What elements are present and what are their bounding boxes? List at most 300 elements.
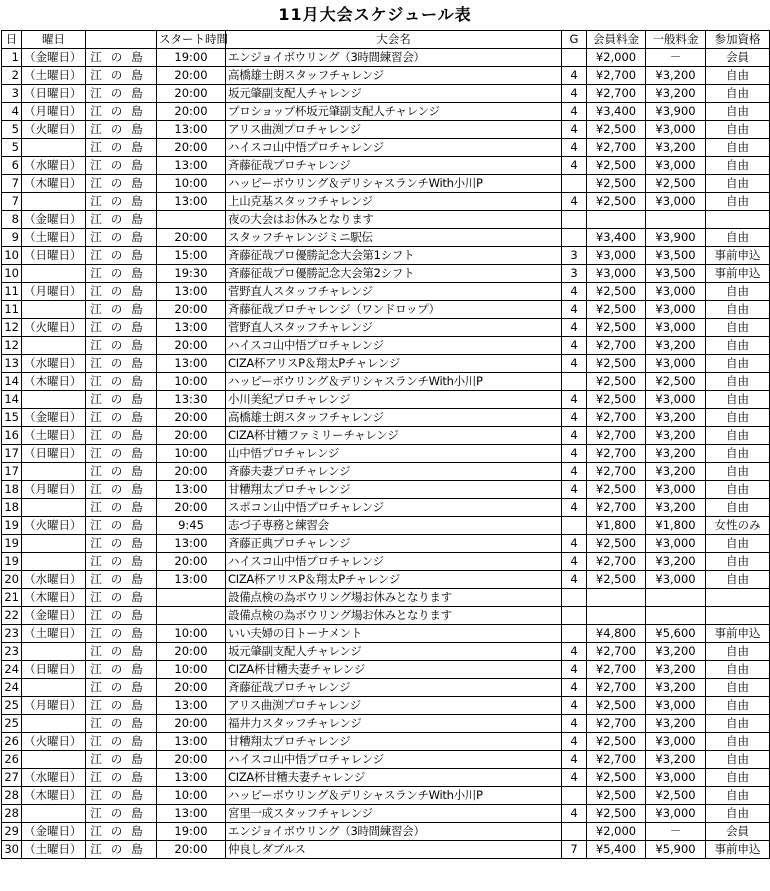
weekday-cell: （火曜日） xyxy=(22,517,86,535)
venue-cell: 江の島 xyxy=(86,463,157,481)
day-cell: 18 xyxy=(2,499,22,517)
member-fee-cell: ¥2,500 xyxy=(587,535,646,553)
day-cell: 18 xyxy=(2,481,22,499)
weekday-cell xyxy=(22,139,86,157)
games-cell: 4 xyxy=(562,643,587,661)
general-fee-cell: ¥3,200 xyxy=(646,661,706,679)
table-row xyxy=(2,589,770,607)
qualification-cell xyxy=(706,589,770,607)
member-fee-cell: ¥2,500 xyxy=(587,301,646,319)
start-time-cell: 20:00 xyxy=(157,463,226,481)
day-cell: 7 xyxy=(2,175,22,193)
qualification-cell: 自由 xyxy=(706,679,770,697)
table-row xyxy=(2,301,770,319)
venue-cell: 江の島 xyxy=(86,85,157,103)
games-cell xyxy=(562,589,587,607)
event-name-cell: ハイスコ山中悟プロチャレンジ xyxy=(226,751,562,769)
weekday-cell: （日曜日） xyxy=(22,661,86,679)
table-row xyxy=(2,841,770,859)
start-time-cell: 20:00 xyxy=(157,67,226,85)
weekday-cell xyxy=(22,193,86,211)
general-fee-cell: ¥5,900 xyxy=(646,841,706,859)
table-row xyxy=(2,535,770,553)
header-weekday: 曜日 xyxy=(22,31,86,49)
table-row xyxy=(2,751,770,769)
event-name-cell: アリス曲渕プロチャレンジ xyxy=(226,697,562,715)
day-cell: 24 xyxy=(2,661,22,679)
member-fee-cell: ¥2,500 xyxy=(587,697,646,715)
general-fee-cell: ¥3,200 xyxy=(646,643,706,661)
table-row xyxy=(2,427,770,445)
day-cell: 10 xyxy=(2,247,22,265)
member-fee-cell: ¥2,500 xyxy=(587,355,646,373)
weekday-cell xyxy=(22,463,86,481)
games-cell: 4 xyxy=(562,553,587,571)
general-fee-cell: ¥3,500 xyxy=(646,247,706,265)
general-fee-cell: ¥1,800 xyxy=(646,517,706,535)
weekday-cell: （金曜日） xyxy=(22,211,86,229)
day-cell: 8 xyxy=(2,211,22,229)
venue-cell: 江の島 xyxy=(86,535,157,553)
start-time-cell: 20:00 xyxy=(157,301,226,319)
member-fee-cell: ¥2,500 xyxy=(587,373,646,391)
qualification-cell: 事前申込 xyxy=(706,247,770,265)
day-cell: 20 xyxy=(2,571,22,589)
member-fee-cell: ¥2,500 xyxy=(587,121,646,139)
header-start-time: スタート時間 xyxy=(157,31,226,49)
general-fee-cell: ¥3,900 xyxy=(646,229,706,247)
qualification-cell: 自由 xyxy=(706,121,770,139)
general-fee-cell xyxy=(646,211,706,229)
member-fee-cell: ¥3,400 xyxy=(587,229,646,247)
qualification-cell: 自由 xyxy=(706,481,770,499)
event-name-cell: CIZA杯甘糟夫妻チャレンジ xyxy=(226,661,562,679)
day-cell: 24 xyxy=(2,679,22,697)
qualification-cell: 自由 xyxy=(706,445,770,463)
weekday-cell: （月曜日） xyxy=(22,283,86,301)
general-fee-cell: ¥3,000 xyxy=(646,535,706,553)
table-row xyxy=(2,247,770,265)
venue-cell: 江の島 xyxy=(86,607,157,625)
start-time-cell: 20:00 xyxy=(157,409,226,427)
member-fee-cell: ¥2,500 xyxy=(587,787,646,805)
qualification-cell: 自由 xyxy=(706,391,770,409)
day-cell: 22 xyxy=(2,607,22,625)
table-row xyxy=(2,481,770,499)
start-time-cell: 9:45 xyxy=(157,517,226,535)
qualification-cell: 女性のみ xyxy=(706,517,770,535)
games-cell: 3 xyxy=(562,265,587,283)
member-fee-cell: ¥3,000 xyxy=(587,265,646,283)
member-fee-cell xyxy=(587,607,646,625)
weekday-cell: （火曜日） xyxy=(22,121,86,139)
weekday-cell: （火曜日） xyxy=(22,733,86,751)
general-fee-cell: ¥3,000 xyxy=(646,355,706,373)
start-time-cell: 13:00 xyxy=(157,733,226,751)
general-fee-cell xyxy=(646,589,706,607)
games-cell: 4 xyxy=(562,697,587,715)
event-name-cell: 菅野直人スタッフチャレンジ xyxy=(226,283,562,301)
weekday-cell: （水曜日） xyxy=(22,157,86,175)
qualification-cell: 自由 xyxy=(706,229,770,247)
venue-cell: 江の島 xyxy=(86,67,157,85)
weekday-cell: （日曜日） xyxy=(22,445,86,463)
weekday-cell: （土曜日） xyxy=(22,229,86,247)
start-time-cell: 13:30 xyxy=(157,391,226,409)
venue-cell: 江の島 xyxy=(86,211,157,229)
member-fee-cell: ¥2,700 xyxy=(587,337,646,355)
member-fee-cell: ¥2,700 xyxy=(587,643,646,661)
day-cell: 1 xyxy=(2,49,22,67)
games-cell: 4 xyxy=(562,805,587,823)
start-time-cell: 10:00 xyxy=(157,787,226,805)
day-cell: 16 xyxy=(2,427,22,445)
table-row xyxy=(2,175,770,193)
event-name-cell: プロショップ杯坂元肇副支配人チャレンジ xyxy=(226,103,562,121)
general-fee-cell xyxy=(646,607,706,625)
day-cell: 5 xyxy=(2,139,22,157)
general-fee-cell: ¥3,200 xyxy=(646,751,706,769)
start-time-cell: 20:00 xyxy=(157,715,226,733)
member-fee-cell: ¥2,700 xyxy=(587,499,646,517)
start-time-cell: 20:00 xyxy=(157,427,226,445)
event-name-cell: 斉藤征哉プロチャレンジ xyxy=(226,157,562,175)
venue-cell: 江の島 xyxy=(86,679,157,697)
general-fee-cell: ¥3,000 xyxy=(646,733,706,751)
member-fee-cell: ¥1,800 xyxy=(587,517,646,535)
weekday-cell: （木曜日） xyxy=(22,787,86,805)
games-cell: 4 xyxy=(562,679,587,697)
table-row xyxy=(2,679,770,697)
general-fee-cell: ¥3,000 xyxy=(646,121,706,139)
venue-cell: 江の島 xyxy=(86,805,157,823)
games-cell: 4 xyxy=(562,769,587,787)
table-row xyxy=(2,319,770,337)
weekday-cell xyxy=(22,301,86,319)
event-name-cell: 上山克基スタッフチャレンジ xyxy=(226,193,562,211)
general-fee-cell: ¥3,200 xyxy=(646,445,706,463)
table-row xyxy=(2,661,770,679)
event-name-cell: 高橋雄士朗スタッフチャレンジ xyxy=(226,409,562,427)
start-time-cell: 20:00 xyxy=(157,751,226,769)
header-games: G xyxy=(562,31,587,49)
weekday-cell: （日曜日） xyxy=(22,85,86,103)
day-cell: 28 xyxy=(2,805,22,823)
table-row xyxy=(2,553,770,571)
qualification-cell: 自由 xyxy=(706,85,770,103)
venue-cell: 江の島 xyxy=(86,751,157,769)
qualification-cell: 自由 xyxy=(706,553,770,571)
day-cell: 26 xyxy=(2,751,22,769)
member-fee-cell: ¥2,700 xyxy=(587,445,646,463)
start-time-cell: 13:00 xyxy=(157,805,226,823)
venue-cell: 江の島 xyxy=(86,247,157,265)
qualification-cell: 自由 xyxy=(706,373,770,391)
qualification-cell: 自由 xyxy=(706,499,770,517)
table-row xyxy=(2,787,770,805)
weekday-cell: （土曜日） xyxy=(22,427,86,445)
event-name-cell: 山中悟プロチャレンジ xyxy=(226,445,562,463)
day-cell: 27 xyxy=(2,769,22,787)
table-row xyxy=(2,103,770,121)
venue-cell: 江の島 xyxy=(86,517,157,535)
day-cell: 25 xyxy=(2,697,22,715)
member-fee-cell: ¥3,000 xyxy=(587,247,646,265)
general-fee-cell: ¥3,200 xyxy=(646,67,706,85)
games-cell: 4 xyxy=(562,85,587,103)
member-fee-cell: ¥2,000 xyxy=(587,49,646,67)
games-cell: 4 xyxy=(562,661,587,679)
table-row xyxy=(2,391,770,409)
general-fee-cell: ¥3,200 xyxy=(646,85,706,103)
games-cell: 4 xyxy=(562,499,587,517)
start-time-cell: 20:00 xyxy=(157,643,226,661)
weekday-cell xyxy=(22,553,86,571)
start-time-cell: 10:00 xyxy=(157,661,226,679)
games-cell: 4 xyxy=(562,427,587,445)
venue-cell: 江の島 xyxy=(86,391,157,409)
day-cell: 25 xyxy=(2,715,22,733)
day-cell: 23 xyxy=(2,643,22,661)
start-time-cell: 20:00 xyxy=(157,85,226,103)
member-fee-cell: ¥2,500 xyxy=(587,193,646,211)
member-fee-cell: ¥2,500 xyxy=(587,175,646,193)
venue-cell: 江の島 xyxy=(86,337,157,355)
event-name-cell: ハイスコ山中悟プロチャレンジ xyxy=(226,337,562,355)
member-fee-cell: ¥2,500 xyxy=(587,391,646,409)
qualification-cell: 事前申込 xyxy=(706,625,770,643)
games-cell: 4 xyxy=(562,409,587,427)
day-cell: 2 xyxy=(2,67,22,85)
start-time-cell: 20:00 xyxy=(157,139,226,157)
general-fee-cell: ¥3,000 xyxy=(646,283,706,301)
member-fee-cell: ¥2,500 xyxy=(587,283,646,301)
member-fee-cell: ¥2,500 xyxy=(587,769,646,787)
start-time-cell: 15:00 xyxy=(157,247,226,265)
weekday-cell: （土曜日） xyxy=(22,67,86,85)
venue-cell: 江の島 xyxy=(86,823,157,841)
venue-cell: 江の島 xyxy=(86,355,157,373)
start-time-cell: 20:00 xyxy=(157,103,226,121)
event-name-cell: 小川美紀プロチャレンジ xyxy=(226,391,562,409)
member-fee-cell: ¥2,500 xyxy=(587,805,646,823)
event-name-cell: エンジョイボウリング（3時間練習会） xyxy=(226,823,562,841)
weekday-cell xyxy=(22,337,86,355)
qualification-cell: 自由 xyxy=(706,427,770,445)
games-cell: 4 xyxy=(562,103,587,121)
member-fee-cell xyxy=(587,589,646,607)
member-fee-cell: ¥2,700 xyxy=(587,139,646,157)
table-row xyxy=(2,157,770,175)
day-cell: 6 xyxy=(2,157,22,175)
qualification-cell: 会員 xyxy=(706,49,770,67)
event-name-cell: アリス曲渕プロチャレンジ xyxy=(226,121,562,139)
games-cell xyxy=(562,517,587,535)
venue-cell: 江の島 xyxy=(86,319,157,337)
event-name-cell: 甘糟翔太プロチャレンジ xyxy=(226,733,562,751)
general-fee-cell: ¥3,200 xyxy=(646,427,706,445)
start-time-cell: 13:00 xyxy=(157,283,226,301)
weekday-cell: （土曜日） xyxy=(22,841,86,859)
venue-cell: 江の島 xyxy=(86,427,157,445)
member-fee-cell: ¥2,700 xyxy=(587,409,646,427)
venue-cell: 江の島 xyxy=(86,373,157,391)
table-row xyxy=(2,409,770,427)
weekday-cell xyxy=(22,391,86,409)
member-fee-cell: ¥2,500 xyxy=(587,733,646,751)
venue-cell: 江の島 xyxy=(86,697,157,715)
event-name-cell: 仲良しダブルス xyxy=(226,841,562,859)
venue-cell: 江の島 xyxy=(86,175,157,193)
day-cell: 14 xyxy=(2,373,22,391)
start-time-cell: 20:00 xyxy=(157,553,226,571)
event-name-cell: 斉藤征哉プロチャレンジ xyxy=(226,679,562,697)
table-row xyxy=(2,715,770,733)
event-name-cell: 高橋雄士朗スタッフチャレンジ xyxy=(226,67,562,85)
header-member-fee: 会員料金 xyxy=(587,31,646,49)
day-cell: 30 xyxy=(2,841,22,859)
event-name-cell: CIZA杯アリスP＆翔太Pチャレンジ xyxy=(226,571,562,589)
weekday-cell: （金曜日） xyxy=(22,409,86,427)
games-cell: 4 xyxy=(562,283,587,301)
games-cell: 4 xyxy=(562,481,587,499)
venue-cell: 江の島 xyxy=(86,733,157,751)
table-row xyxy=(2,769,770,787)
day-cell: 19 xyxy=(2,535,22,553)
qualification-cell: 自由 xyxy=(706,337,770,355)
general-fee-cell: － xyxy=(646,823,706,841)
games-cell: 3 xyxy=(562,247,587,265)
qualification-cell: 自由 xyxy=(706,661,770,679)
venue-cell: 江の島 xyxy=(86,49,157,67)
qualification-cell: 事前申込 xyxy=(706,265,770,283)
qualification-cell: 自由 xyxy=(706,697,770,715)
day-cell: 11 xyxy=(2,283,22,301)
general-fee-cell: ¥3,000 xyxy=(646,571,706,589)
header-row xyxy=(2,31,770,49)
member-fee-cell: ¥2,500 xyxy=(587,157,646,175)
table-row xyxy=(2,373,770,391)
schedule-table xyxy=(1,30,770,859)
games-cell: 4 xyxy=(562,751,587,769)
general-fee-cell: ¥3,200 xyxy=(646,139,706,157)
qualification-cell: 自由 xyxy=(706,409,770,427)
member-fee-cell: ¥2,500 xyxy=(587,319,646,337)
event-name-cell: 斉藤征哉プロ優勝記念大会第2シフト xyxy=(226,265,562,283)
start-time-cell xyxy=(157,607,226,625)
start-time-cell: 20:00 xyxy=(157,229,226,247)
games-cell xyxy=(562,823,587,841)
qualification-cell xyxy=(706,211,770,229)
weekday-cell xyxy=(22,499,86,517)
qualification-cell: 事前申込 xyxy=(706,841,770,859)
day-cell: 9 xyxy=(2,229,22,247)
general-fee-cell: － xyxy=(646,49,706,67)
header-day: 日 xyxy=(2,31,22,49)
general-fee-cell: ¥3,000 xyxy=(646,301,706,319)
venue-cell: 江の島 xyxy=(86,193,157,211)
qualification-cell: 自由 xyxy=(706,571,770,589)
member-fee-cell: ¥2,700 xyxy=(587,751,646,769)
start-time-cell: 10:00 xyxy=(157,625,226,643)
member-fee-cell: ¥2,500 xyxy=(587,571,646,589)
venue-cell: 江の島 xyxy=(86,787,157,805)
event-name-cell: 甘糟翔太プロチャレンジ xyxy=(226,481,562,499)
table-row xyxy=(2,823,770,841)
general-fee-cell: ¥2,500 xyxy=(646,175,706,193)
qualification-cell: 自由 xyxy=(706,355,770,373)
start-time-cell: 13:00 xyxy=(157,157,226,175)
day-cell: 19 xyxy=(2,553,22,571)
header-general-fee: 一般料金 xyxy=(646,31,706,49)
weekday-cell: （金曜日） xyxy=(22,49,86,67)
member-fee-cell: ¥2,700 xyxy=(587,463,646,481)
weekday-cell xyxy=(22,751,86,769)
general-fee-cell: ¥3,000 xyxy=(646,193,706,211)
event-name-cell: ハイスコ山中悟プロチャレンジ xyxy=(226,139,562,157)
games-cell xyxy=(562,607,587,625)
member-fee-cell xyxy=(587,211,646,229)
header-qualification: 参加資格 xyxy=(706,31,770,49)
event-name-cell: エンジョイボウリング（3時間練習会） xyxy=(226,49,562,67)
games-cell: 4 xyxy=(562,157,587,175)
event-name-cell: 福井力スタッフチャレンジ xyxy=(226,715,562,733)
start-time-cell: 20:00 xyxy=(157,337,226,355)
qualification-cell: 自由 xyxy=(706,463,770,481)
event-name-cell: CIZA杯アリスP＆翔太Pチャレンジ xyxy=(226,355,562,373)
start-time-cell: 10:00 xyxy=(157,373,226,391)
games-cell: 4 xyxy=(562,301,587,319)
games-cell: 4 xyxy=(562,319,587,337)
general-fee-cell: ¥3,000 xyxy=(646,391,706,409)
table-row xyxy=(2,445,770,463)
general-fee-cell: ¥3,500 xyxy=(646,265,706,283)
start-time-cell: 13:00 xyxy=(157,571,226,589)
member-fee-cell: ¥2,700 xyxy=(587,679,646,697)
general-fee-cell: ¥3,900 xyxy=(646,103,706,121)
venue-cell: 江の島 xyxy=(86,661,157,679)
event-name-cell: CIZA杯甘糟ファミリーチャレンジ xyxy=(226,427,562,445)
day-cell: 10 xyxy=(2,265,22,283)
event-name-cell: スポコン山中悟プロチャレンジ xyxy=(226,499,562,517)
qualification-cell: 自由 xyxy=(706,103,770,121)
day-cell: 17 xyxy=(2,463,22,481)
weekday-cell: （火曜日） xyxy=(22,319,86,337)
venue-cell: 江の島 xyxy=(86,103,157,121)
day-cell: 15 xyxy=(2,409,22,427)
weekday-cell: （水曜日） xyxy=(22,355,86,373)
table-row xyxy=(2,85,770,103)
venue-cell: 江の島 xyxy=(86,301,157,319)
weekday-cell: （木曜日） xyxy=(22,373,86,391)
event-name-cell: 設備点検の為ボウリング場お休みとなります xyxy=(226,607,562,625)
table-row xyxy=(2,139,770,157)
member-fee-cell: ¥2,700 xyxy=(587,661,646,679)
day-cell: 26 xyxy=(2,733,22,751)
venue-cell: 江の島 xyxy=(86,157,157,175)
event-name-cell: 斉藤正典プロチャレンジ xyxy=(226,535,562,553)
day-cell: 28 xyxy=(2,787,22,805)
games-cell: 7 xyxy=(562,841,587,859)
qualification-cell: 自由 xyxy=(706,733,770,751)
games-cell: 4 xyxy=(562,139,587,157)
event-name-cell: 坂元肇副支配人チャレンジ xyxy=(226,643,562,661)
event-name-cell: 設備点検の為ボウリング場お休みとなります xyxy=(226,589,562,607)
start-time-cell: 10:00 xyxy=(157,445,226,463)
day-cell: 3 xyxy=(2,85,22,103)
games-cell: 4 xyxy=(562,733,587,751)
event-name-cell: 斉藤夫妻プロチャレンジ xyxy=(226,463,562,481)
